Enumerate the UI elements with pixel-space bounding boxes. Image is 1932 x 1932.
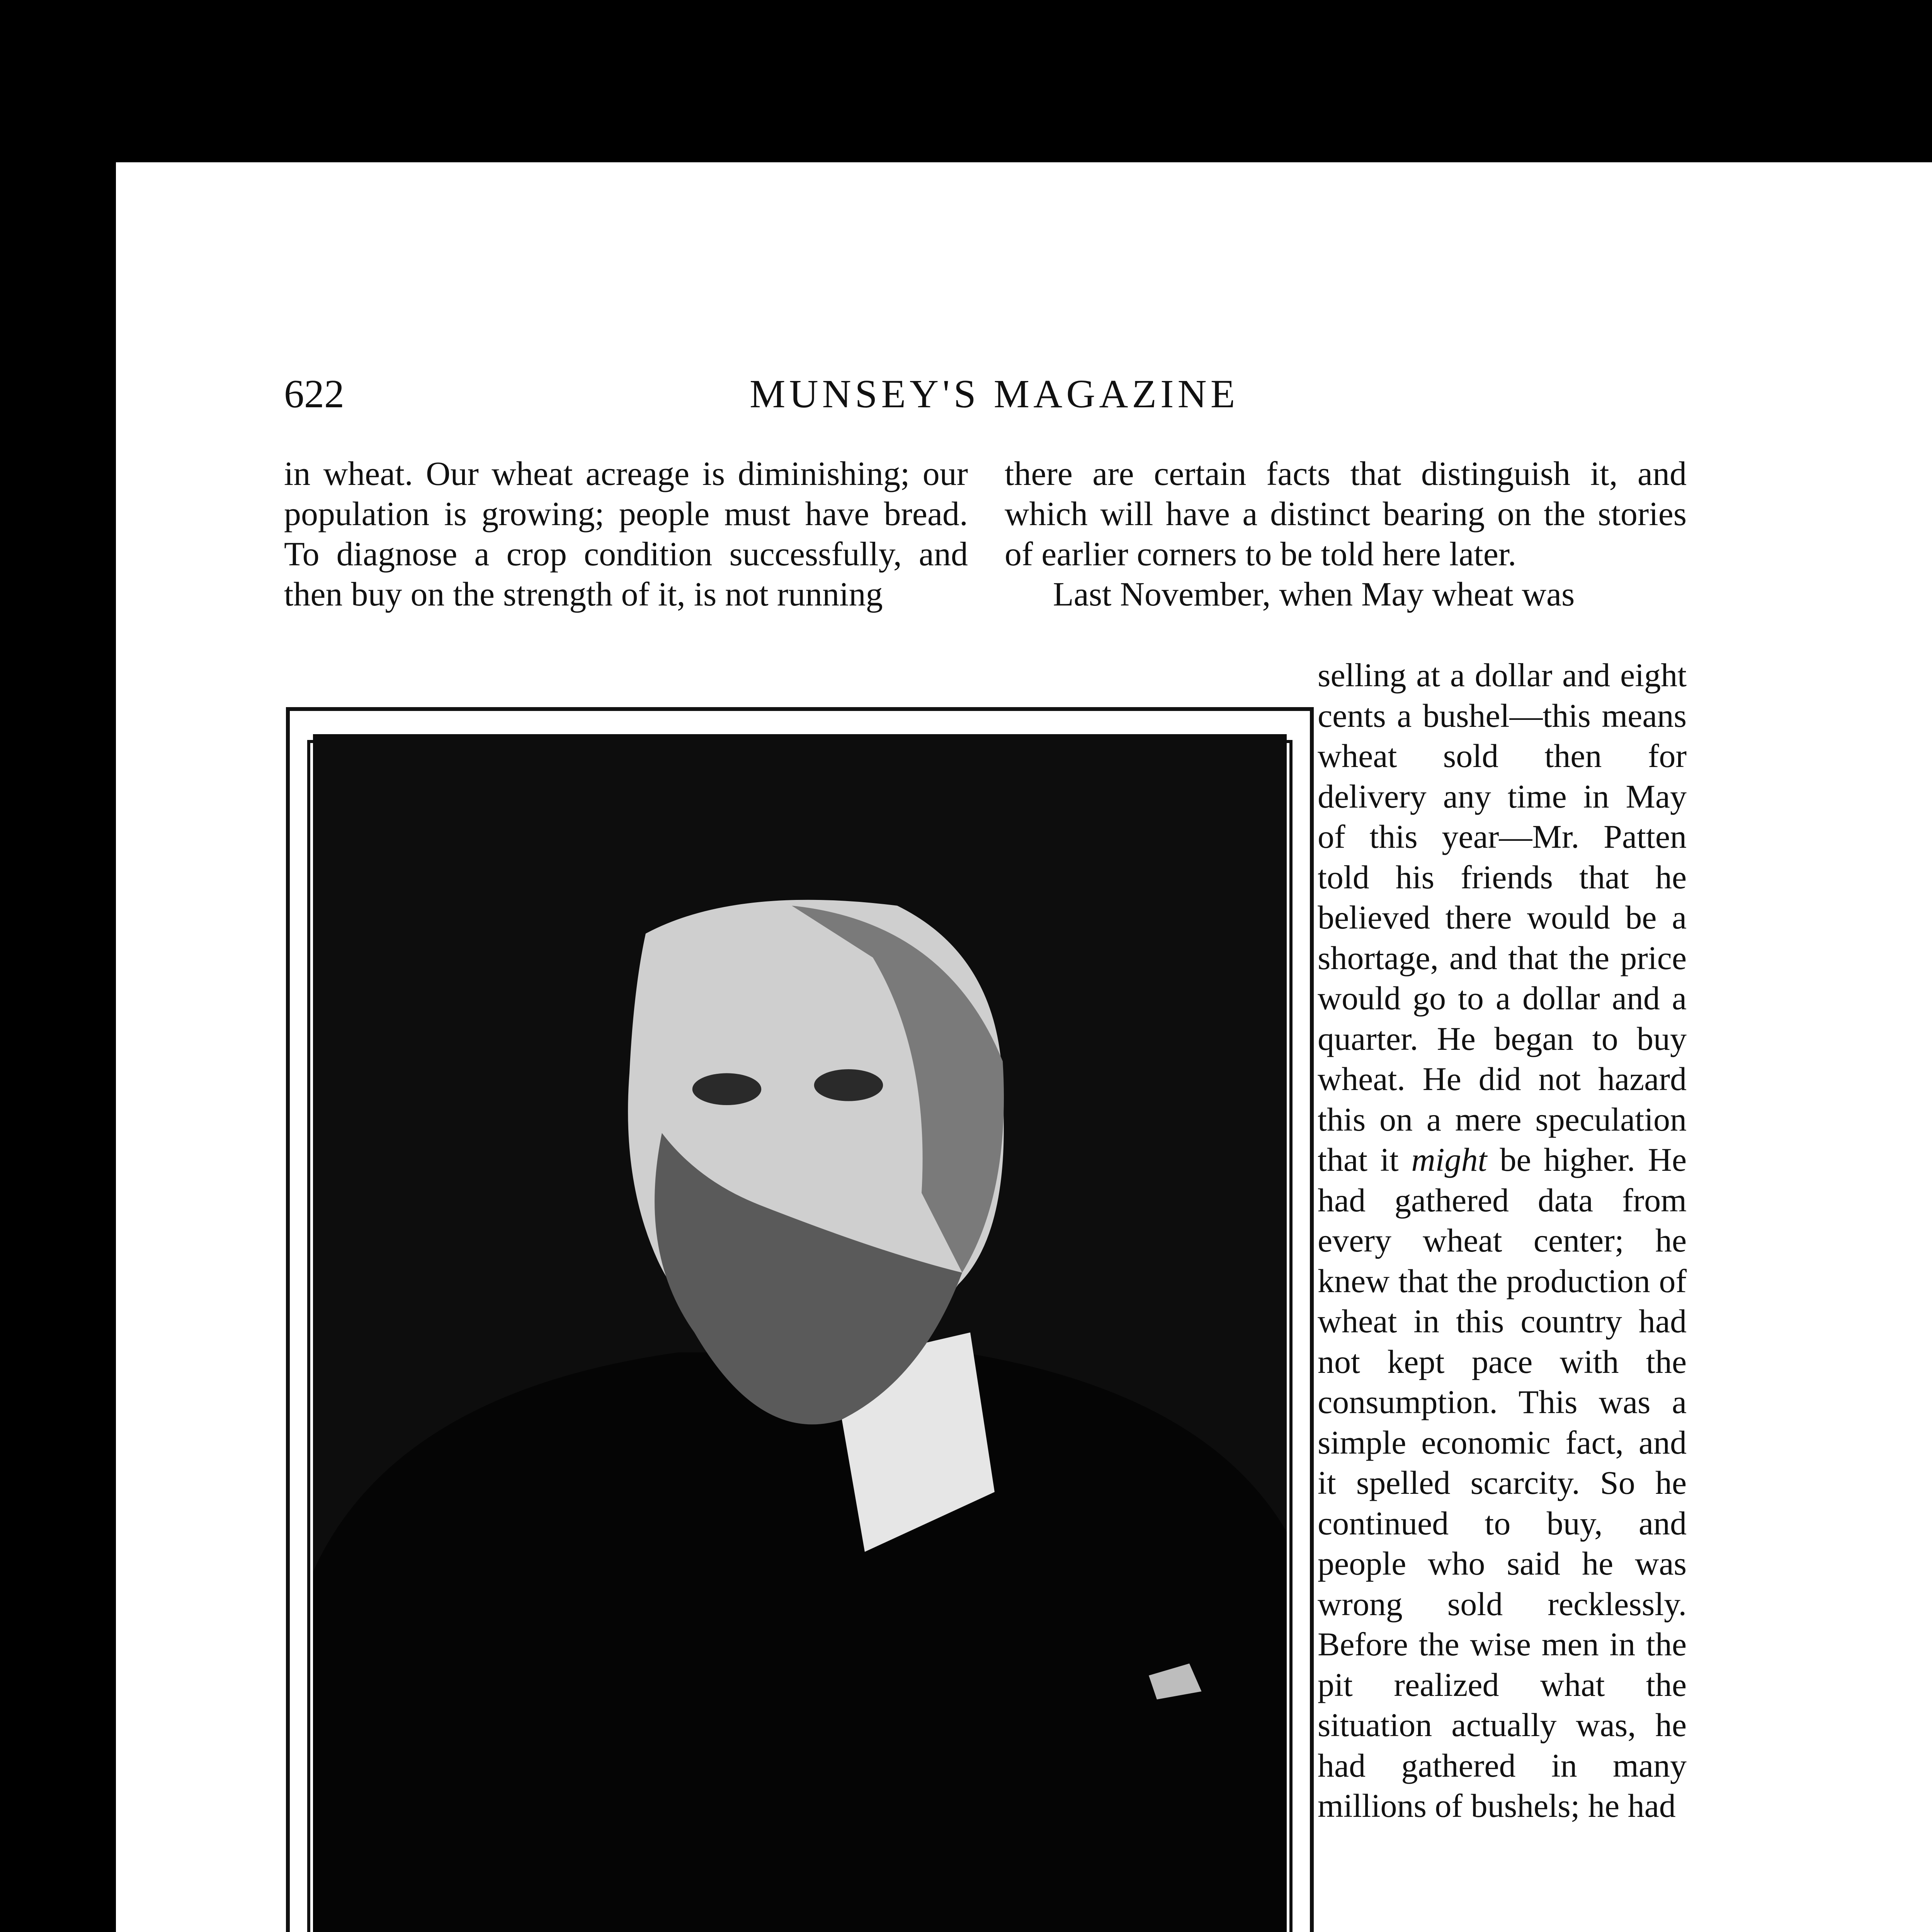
italic-word: might <box>1411 1141 1487 1178</box>
portrait-illustration <box>313 734 1287 1932</box>
portrait-photo-frame <box>286 707 1314 1932</box>
paragraph: there are certain facts that distinguish it, and which will have a distinct bearing on the stories of earlier corners to be told here later. <box>1005 455 1687 573</box>
paragraph: Last November, when May wheat was <box>1053 576 1575 613</box>
page-number: 622 <box>284 372 344 416</box>
right-column-top <box>1005 454 1687 615</box>
left-column-top <box>284 454 968 615</box>
paragraph: in wheat. Our wheat acreage is diminishing; our population is growing; people must have bread. To diagnose a crop condition successfully, and then buy on the strength of it, is not running <box>284 455 968 613</box>
right-column-narrow <box>1318 655 1687 1826</box>
paragraph <box>1318 655 1687 1826</box>
paragraph-text: selling at a dollar and eight cents a bushel—this means wheat sold then for delivery any time in May of this year—Mr. Patten told his friends that he believed there would be a shortage, and that the price would go to a dollar and a quarter. He began to buy wheat. He did not hazard this on a mere speculation that it <box>1318 656 1687 1178</box>
paragraph-text: be higher. He had gathered data from every wheat center; he knew that the production of wheat in this country had not kept pace with the consumption. This was a simple economic fact, and it spelled scarcity. So he continued to buy, and people who said he was wrong sold recklessly. Before the wise men in the pit realized what the situation actually was, he had gathered in many millions of bushels; he had <box>1318 1141 1687 1824</box>
magazine-title: MUNSEY'S MAGAZINE <box>750 372 1239 416</box>
portrait-photo <box>313 734 1287 1932</box>
